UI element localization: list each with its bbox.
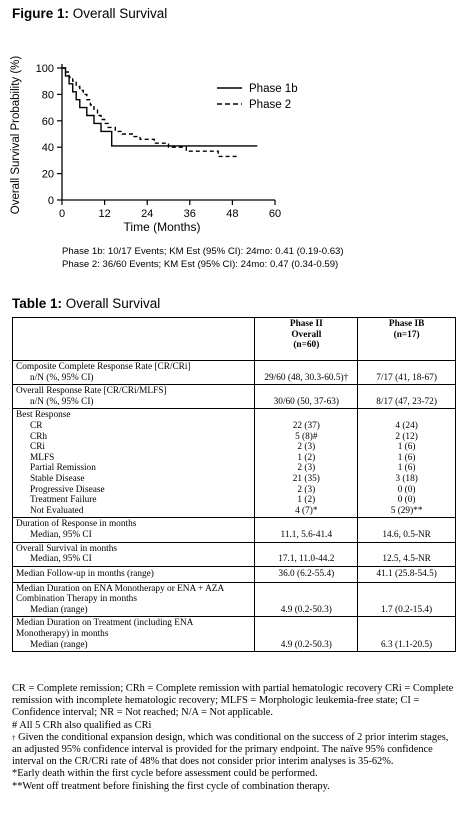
table-row	[13, 385, 456, 409]
header-text: (n=17)	[393, 329, 420, 340]
header-phase-2	[255, 318, 358, 361]
y-tick-label: 80	[41, 89, 54, 102]
row-label-text: Median Duration on Treatment (including ENA	[16, 618, 194, 629]
best-response-value: 2 (3)	[297, 484, 316, 495]
row-label-text: Median Duration on ENA Monotherapy or ENA + AZA	[16, 583, 225, 594]
survival-curve-phase-1b	[62, 68, 257, 146]
best-response-value: 4 (24)	[395, 420, 418, 431]
row-sublabel: n/N (%, 95% CI)	[30, 396, 94, 407]
cell-phase-2: 36.0 (6.2-55.4)	[255, 566, 358, 582]
row-sublabel: Median, 95% CI	[30, 529, 92, 540]
footnote-abbreviations: CR = Complete remission; CRh = Complete remission with partial hematologic recovery CRi = Complete remission with incomplete hematologic recovery; MLFS = Morphologic leukemia-free state; CI = Confidence interval; NR = Not reached; N/A = Not applicable.	[12, 683, 454, 719]
best-response-value: 5 (8)#	[295, 431, 318, 442]
legend-label-phase-1b: Phase 1b	[249, 83, 298, 95]
best-response-value: 1 (6)	[397, 463, 416, 474]
row-label: Median Follow-up in months (range)	[13, 566, 255, 582]
best-response-value: 3 (18)	[395, 473, 418, 484]
row-sublabel: n/N (%, 95% CI)	[30, 372, 94, 383]
cell-phase-1b: 7/17 (41, 18-67)	[358, 361, 456, 385]
row-sublabel: Median, 95% CI	[30, 554, 92, 565]
header-text: Phase II	[289, 319, 323, 329]
survival-chart	[0, 28, 474, 243]
row-sublabel: Median (range)	[30, 604, 88, 615]
row-label-text: Overall Response Rate [CR/CRi/MLFS]	[16, 386, 167, 397]
cell-phase-1b: 6.3 (1.1-20.5)	[358, 617, 456, 652]
best-response-value: 2 (12)	[395, 431, 418, 442]
best-response-label: Partial Remission	[30, 463, 96, 474]
km-stats-phase-1b: Phase 1b: 10/17 Events; KM Est (95% CI): 24mo: 0.41 (0.19-0.63)	[62, 246, 344, 257]
row-label	[13, 361, 255, 385]
header-empty-cell	[13, 318, 255, 361]
best-response-value: 1 (2)	[297, 495, 316, 506]
cell-phase-1b	[358, 409, 456, 518]
y-tick-label: 60	[41, 115, 54, 128]
cell-phase-2: 4.9 (0.2-50.3)	[255, 582, 358, 617]
row-label	[13, 542, 255, 566]
best-response-value: 2 (3)	[297, 463, 316, 474]
table-header-row	[13, 318, 456, 361]
figure-label: Figure 1:	[12, 6, 70, 21]
survival-curve-phase-2	[62, 68, 240, 156]
table-footnotes	[12, 683, 460, 793]
table-row	[13, 566, 456, 582]
x-tick-label: 24	[141, 208, 154, 220]
table-row-best-response	[13, 409, 456, 518]
footnote-hash: # All 5 CRh also qualified as CRi	[12, 719, 152, 731]
best-response-value: 1 (6)	[397, 452, 416, 463]
footnote-dagger-text: Given the conditional expansion design, which was conditional on the success of 2 prior interim stages, an adjusted 95% confidence interval is provided for the primary endpoint. The naïve 95% confidence interval on the CR/CRi rate of 48% that does not consider prior interim analyses is 35-62%.	[12, 731, 449, 768]
row-label-text: Overall Survival in months	[16, 543, 117, 554]
header-text: (n=60)	[293, 340, 320, 351]
x-tick-label: 48	[226, 208, 239, 220]
row-label-text: Combination Therapy in months	[16, 594, 137, 605]
table-row	[13, 617, 456, 652]
x-tick-label: 60	[268, 208, 282, 220]
row-label-text: Composite Complete Response Rate [CR/CRi]	[16, 362, 191, 372]
best-response-value: 4 (7)*	[295, 505, 318, 516]
cell-phase-2	[255, 409, 358, 518]
cell-phase-1b: 14.6, 0.5-NR	[358, 518, 456, 542]
table-row	[13, 361, 456, 385]
x-axis-label: Time (Months)	[123, 220, 201, 234]
figure-title-text: Overall Survival	[72, 6, 168, 21]
row-label	[13, 617, 255, 652]
best-response-label: CRi	[30, 442, 45, 453]
cell-phase-2: 29/60 (48, 30.3-60.5)†	[255, 361, 358, 385]
best-response-value: 22 (37)	[292, 420, 320, 431]
y-axis-label: Overall Survival Probability (%)	[10, 55, 22, 215]
best-response-value: 0 (0)	[397, 495, 416, 506]
footnote-dagger	[12, 732, 460, 769]
row-label-text: Best Response	[16, 410, 71, 421]
x-tick-label: 36	[183, 208, 196, 220]
table-title	[12, 296, 160, 311]
y-tick-label: 40	[41, 142, 54, 155]
cell-phase-2: 17.1, 11.0-44.2	[255, 542, 358, 566]
best-response-value: 2 (3)	[297, 442, 316, 453]
legend-label-phase-2: Phase 2	[249, 99, 292, 111]
row-label	[13, 582, 255, 617]
cell-phase-1b: 12.5, 4.5-NR	[358, 542, 456, 566]
table-row	[13, 518, 456, 542]
footnote-double-star: **Went off treatment before finishing the first cycle of combination therapy.	[12, 780, 330, 792]
figure-title	[12, 6, 167, 21]
best-response-value: 0 (0)	[397, 484, 416, 495]
table-title-text: Overall Survival	[65, 296, 161, 311]
best-response-label: CR	[30, 420, 43, 431]
row-label	[13, 385, 255, 409]
table-row	[13, 582, 456, 617]
best-response-value: 1 (2)	[297, 452, 316, 463]
overall-survival-table	[12, 317, 456, 652]
header-phase-1b	[358, 318, 456, 361]
row-label	[13, 409, 255, 518]
cell-phase-2: 30/60 (50, 37-63)	[255, 385, 358, 409]
best-response-value: 21 (35)	[292, 473, 320, 484]
table-row	[13, 542, 456, 566]
cell-phase-1b: 41.1 (25.8-54.5)	[358, 566, 456, 582]
cell-phase-1b: 1.7 (0.2-15.4)	[358, 582, 456, 617]
header-text: Overall	[291, 329, 322, 340]
y-tick-label: 100	[35, 63, 54, 75]
cell-phase-1b: 8/17 (47, 23-72)	[358, 385, 456, 409]
best-response-label: Not Evaluated	[30, 505, 84, 516]
y-tick-label: 20	[41, 168, 54, 181]
footnote-star: *Early death within the first cycle before assessment could be performed.	[12, 768, 318, 780]
dagger-mark: †	[12, 733, 16, 742]
cell-phase-2: 11.1, 5.6-41.4	[255, 518, 358, 542]
x-tick-label: 12	[98, 208, 111, 220]
table-label: Table 1:	[12, 296, 63, 311]
best-response-value: 5 (29)**	[390, 505, 423, 516]
km-statistics	[62, 245, 344, 271]
row-label-text: Monotherapy) in months	[16, 629, 109, 640]
x-tick-label: 0	[58, 208, 66, 220]
cell-phase-2: 4.9 (0.2-50.3)	[255, 617, 358, 652]
y-tick-label: 0	[47, 195, 54, 207]
best-response-label: Treatment Failure	[30, 495, 97, 506]
row-label-text: Duration of Response in months	[16, 519, 137, 530]
best-response-label: Progressive Disease	[30, 484, 105, 495]
header-text: Phase IB	[388, 319, 425, 329]
km-stats-phase-2: Phase 2: 36/60 Events; KM Est (95% CI): 24mo: 0.47 (0.34-0.59)	[62, 259, 339, 270]
row-sublabel: Median (range)	[30, 639, 88, 650]
best-response-label: MLFS	[30, 452, 55, 463]
best-response-label: Stable Disease	[30, 473, 85, 484]
best-response-label: CRh	[30, 431, 48, 442]
best-response-value: 1 (6)	[397, 442, 416, 453]
row-label	[13, 518, 255, 542]
